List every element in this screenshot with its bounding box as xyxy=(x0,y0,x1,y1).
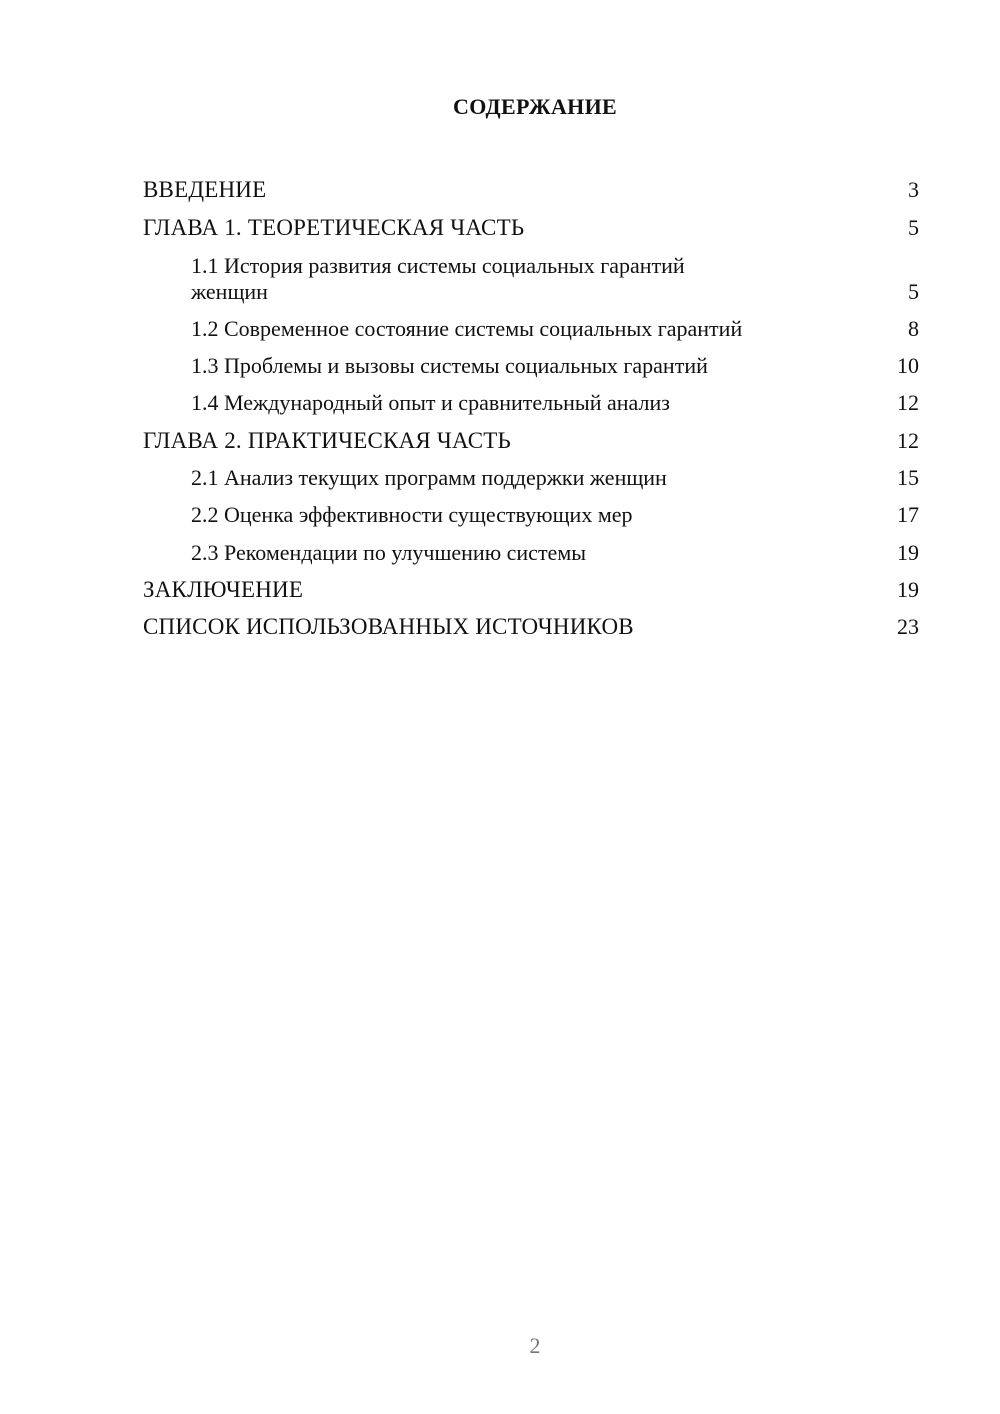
toc-entry-label: 1.1 История развития системы социальных гарантий женщин xyxy=(191,252,685,304)
toc-entry-page: 12 xyxy=(897,427,919,453)
toc-entry-label: 1.4 Международный опыт и сравнительный анализ xyxy=(191,390,670,416)
toc-entry xyxy=(143,166,919,203)
toc-entry-label: ГЛАВА 2. ПРАКТИЧЕСКАЯ ЧАСТЬ xyxy=(143,427,511,453)
toc-entry xyxy=(143,566,919,603)
toc-entry-label: ГЛАВА 1. ТЕОРЕТИЧЕСКАЯ ЧАСТЬ xyxy=(143,214,525,240)
toc-entry-label: ВВЕДЕНИЕ xyxy=(143,177,267,203)
toc-entry-page: 8 xyxy=(908,315,919,341)
toc-entry xyxy=(143,491,919,528)
toc-entry xyxy=(143,603,919,640)
table-of-contents xyxy=(143,166,919,640)
toc-entry-page: 10 xyxy=(897,353,919,379)
toc-entry xyxy=(143,416,919,453)
toc-entry xyxy=(143,528,919,565)
toc-entry-page: 19 xyxy=(897,576,919,602)
toc-entry-page: 15 xyxy=(897,465,919,491)
toc-entry-page: 17 xyxy=(897,502,919,528)
toc-entry xyxy=(143,454,919,491)
toc-entry-page: 23 xyxy=(897,614,919,640)
toc-entry-page: 3 xyxy=(908,177,919,203)
toc-entry-page: 12 xyxy=(897,390,919,416)
page-number: 2 xyxy=(529,1333,541,1358)
toc-entry-label: 2.2 Оценка эффективности существующих мер xyxy=(191,502,633,528)
toc-entry-label: 2.3 Рекомендации по улучшению системы xyxy=(191,539,587,565)
toc-entry-label: СПИСОК ИСПОЛЬЗОВАННЫХ ИСТОЧНИКОВ xyxy=(143,614,634,640)
toc-entry xyxy=(143,379,919,416)
toc-entry xyxy=(143,203,919,240)
toc-entry xyxy=(143,342,919,379)
toc-entry-label: 1.3 Проблемы и вызовы системы социальных гарантий xyxy=(191,353,708,379)
page-title: СОДЕРЖАНИЕ xyxy=(453,94,617,119)
toc-entry-page: 19 xyxy=(897,539,919,565)
toc-entry-label: ЗАКЛЮЧЕНИЕ xyxy=(143,576,304,602)
toc-entry-label: 1.2 Современное состояние системы социальных гарантий xyxy=(191,315,743,341)
toc-entry xyxy=(143,241,919,305)
toc-entry xyxy=(143,305,919,342)
toc-entry-label: 2.1 Анализ текущих программ поддержки женщин xyxy=(191,465,667,491)
toc-entry-page: 5 xyxy=(908,214,919,240)
toc-entry-page: 5 xyxy=(908,278,919,304)
